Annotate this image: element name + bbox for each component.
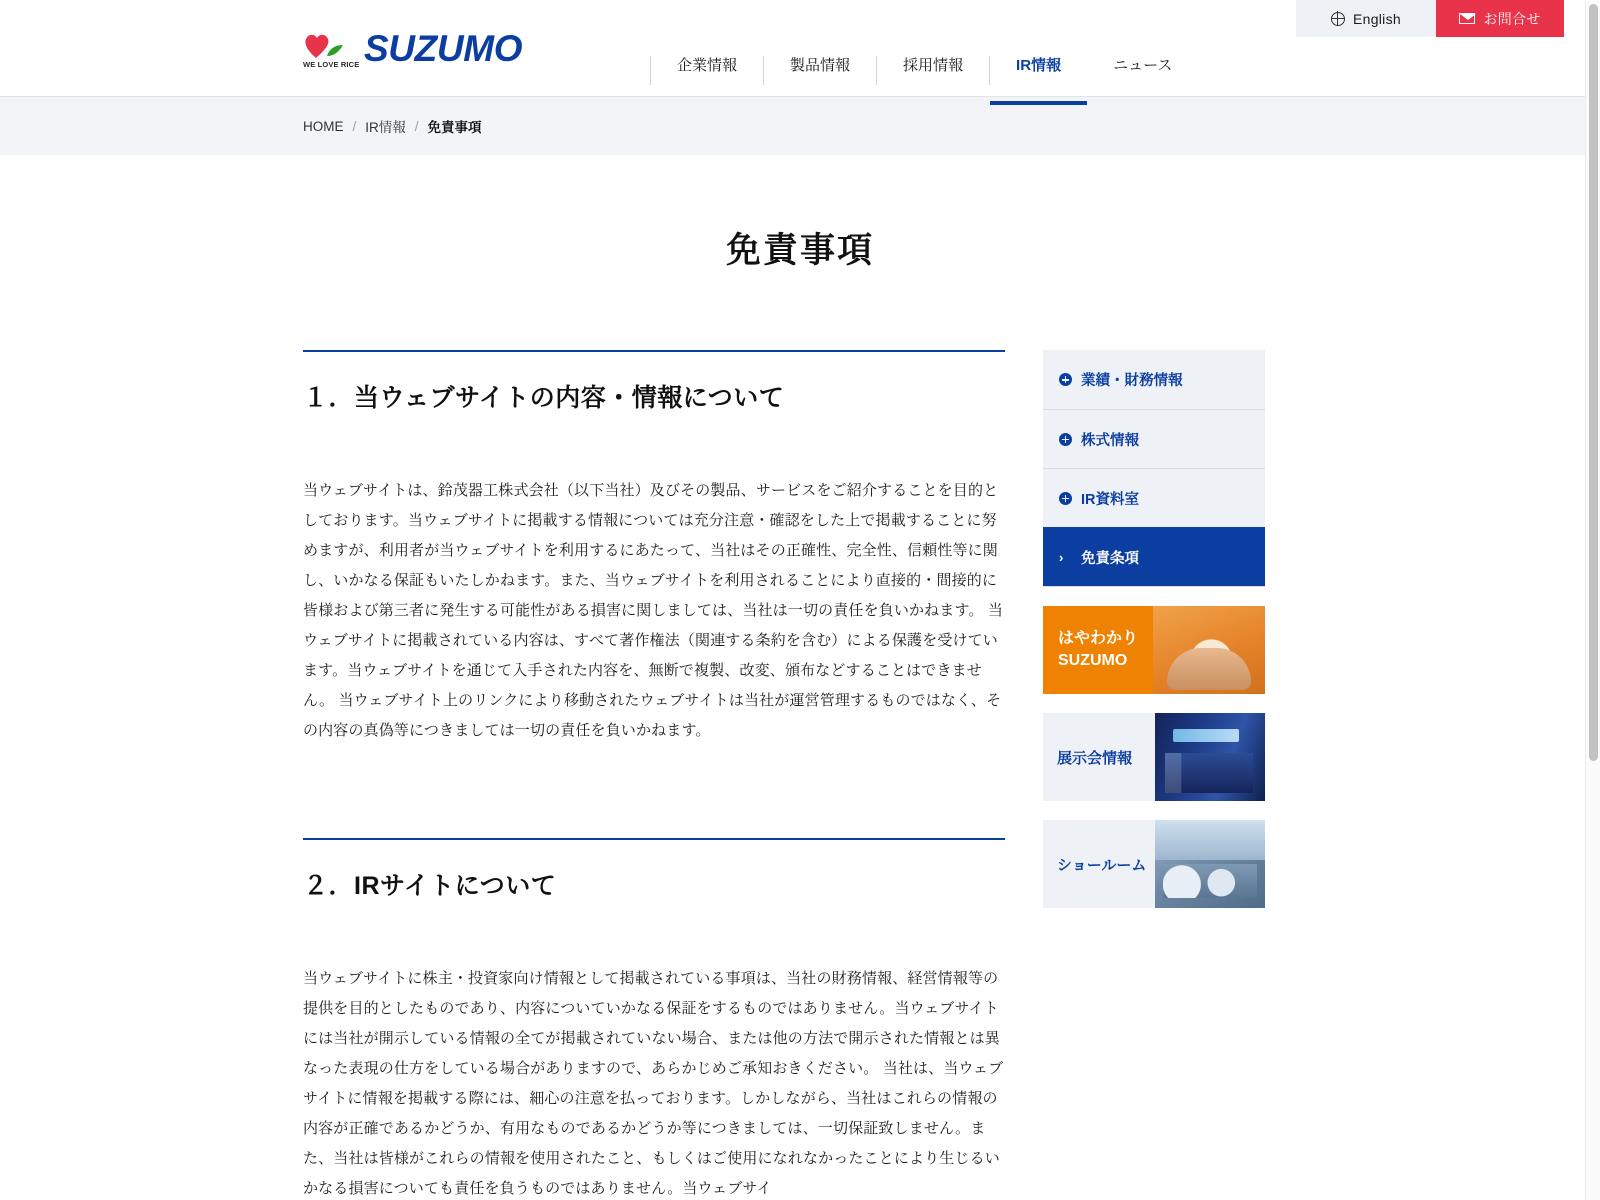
banner-label: ショールーム	[1057, 856, 1147, 874]
banner-line1: はやわかり	[1058, 630, 1139, 648]
logo-tagline: WE LOVE RICE	[303, 60, 360, 69]
breadcrumb-ir[interactable]: IR情報	[365, 120, 406, 135]
plus-circle-icon	[1059, 373, 1072, 386]
breadcrumb-separator: /	[414, 118, 419, 134]
breadcrumb-current: 免責事項	[427, 120, 482, 135]
nav-item-ir-label: IR情報	[1016, 57, 1062, 74]
globe-icon	[1331, 12, 1345, 26]
section-heading: ２．IRサイトについて	[303, 872, 557, 900]
language-switch-button[interactable]	[1296, 0, 1436, 37]
section-body: 当ウェブサイトは、鈴茂器工株式会社（以下当社）及びその製品、サービスをご紹介することを目的としております。当ウェブサイトに掲載する情報については充分注意・確認をした上で掲載することに努めますが、利用者が当ウェブサイトを利用するにあたって、当社はその正確性、完全性、信頼性等に関し、いかなる保証もいたしかねます。また、当ウェブサイトを利用されることにより直接的・間接的に皆様および第三者に発生する可能性がある損害に関しましては、当社は一切の責任を負いかねます。 当ウェブサイトに掲載されている内容は、すべて著作権法（関連する条約を含む）による保護を受けています。当ウェブサイトを通じて入手された内容を、無断で複製、改変、頒布などすることはできません。 当ウェブサイト上のリンクにより移動されたウェブサイトは当社が運営管理するものではなく、その内容の真偽等につきましては一切の責任を負いかねます。	[303, 482, 1004, 739]
contact-button[interactable]	[1436, 0, 1564, 37]
logo-wordmark: SUZUMO	[364, 28, 523, 69]
rice-hands-image	[1153, 606, 1265, 694]
plus-circle-icon	[1059, 492, 1072, 505]
global-nav	[650, 52, 1198, 97]
sidebar-item-label: IR資料室	[1081, 491, 1139, 508]
banner-label: 展示会情報	[1057, 749, 1133, 767]
nav-item-recruit-label: 採用情報	[903, 57, 964, 74]
site-logo[interactable]	[303, 30, 522, 67]
nav-item-news-label: ニュース	[1113, 57, 1173, 74]
sidebar-item-label: 免責条項	[1081, 550, 1139, 567]
language-switch-label: English	[1353, 10, 1401, 27]
sidebar-item-label: 株式情報	[1081, 432, 1139, 449]
banner-text	[1043, 628, 1138, 671]
banner-showroom[interactable]	[1043, 820, 1265, 908]
banner-line2: SUZUMO	[1058, 652, 1128, 669]
sidebar-item-stock[interactable]	[1043, 409, 1265, 468]
exhibition-booth-image	[1155, 713, 1265, 801]
breadcrumb-home[interactable]: HOME	[303, 118, 344, 134]
nav-item-company[interactable]	[651, 52, 763, 97]
sidebar-item-label: 業績・財務情報	[1081, 373, 1183, 389]
breadcrumb	[303, 116, 482, 136]
nav-item-ir[interactable]	[990, 52, 1087, 97]
scrollbar-thumb[interactable]	[1589, 4, 1598, 761]
nav-item-products[interactable]	[764, 52, 876, 97]
breadcrumb-bar	[0, 97, 1600, 155]
logo-mark-icon	[303, 31, 360, 69]
breadcrumb-separator: /	[352, 118, 357, 134]
content-area	[303, 350, 1563, 1200]
contact-label: お問合せ	[1483, 10, 1541, 27]
banner-exhibition[interactable]	[1043, 713, 1265, 801]
sidebar-item-performance[interactable]	[1043, 350, 1265, 409]
sidebar-item-disclaimer[interactable]	[1043, 527, 1265, 586]
chevron-right-icon: ›	[1059, 549, 1064, 565]
mail-icon	[1459, 13, 1475, 24]
sidebar	[1043, 350, 1265, 1200]
main-column	[303, 350, 1005, 1200]
nav-item-company-label: 企業情報	[677, 57, 738, 74]
plus-circle-icon	[1059, 433, 1072, 446]
page-title: 免責事項	[725, 231, 875, 270]
nav-item-news[interactable]	[1087, 52, 1198, 97]
section-heading: １．当ウェブサイトの内容・情報について	[303, 384, 785, 412]
section-website-content	[303, 350, 1005, 746]
banner-hayawakari-suzumo[interactable]	[1043, 606, 1265, 694]
section-body: 当ウェブサイトに株主・投資家向け情報として掲載されている事項は、当社の財務情報、経営情報等の提供を目的としたものであり、内容についていかなる保証をするものではありません。当ウェブサイトには当社が開示している情報の全てが掲載されていない場合、または他の方法で開示された情報とは異なった表現の仕方をしている場合がありますので、あらかじめご承知おきください。 当社は、当ウェブサイトに情報を掲載する際には、細心の注意を払っております。しかしながら、当社はこれらの情報の内容が正確であるかどうか、有用なものであるかどうか等につきましては、一切保証致しません。また、当社は皆様がこれらの情報を使用されたこと、もしくはご使用になれなかったことにより生じるいかなる損害についても責任を負うものではありません。当ウェブサイ	[303, 970, 1004, 1197]
section-ir-site	[303, 838, 1005, 1200]
nav-item-products-label: 製品情報	[790, 57, 851, 74]
nav-item-recruit[interactable]	[877, 52, 989, 97]
utility-bar	[1296, 0, 1564, 37]
showroom-image	[1155, 820, 1265, 908]
page-scrollbar[interactable]	[1585, 0, 1600, 1200]
sidebar-item-ir-library[interactable]	[1043, 468, 1265, 527]
site-header	[0, 0, 1600, 97]
sidebar-nav	[1043, 350, 1265, 587]
